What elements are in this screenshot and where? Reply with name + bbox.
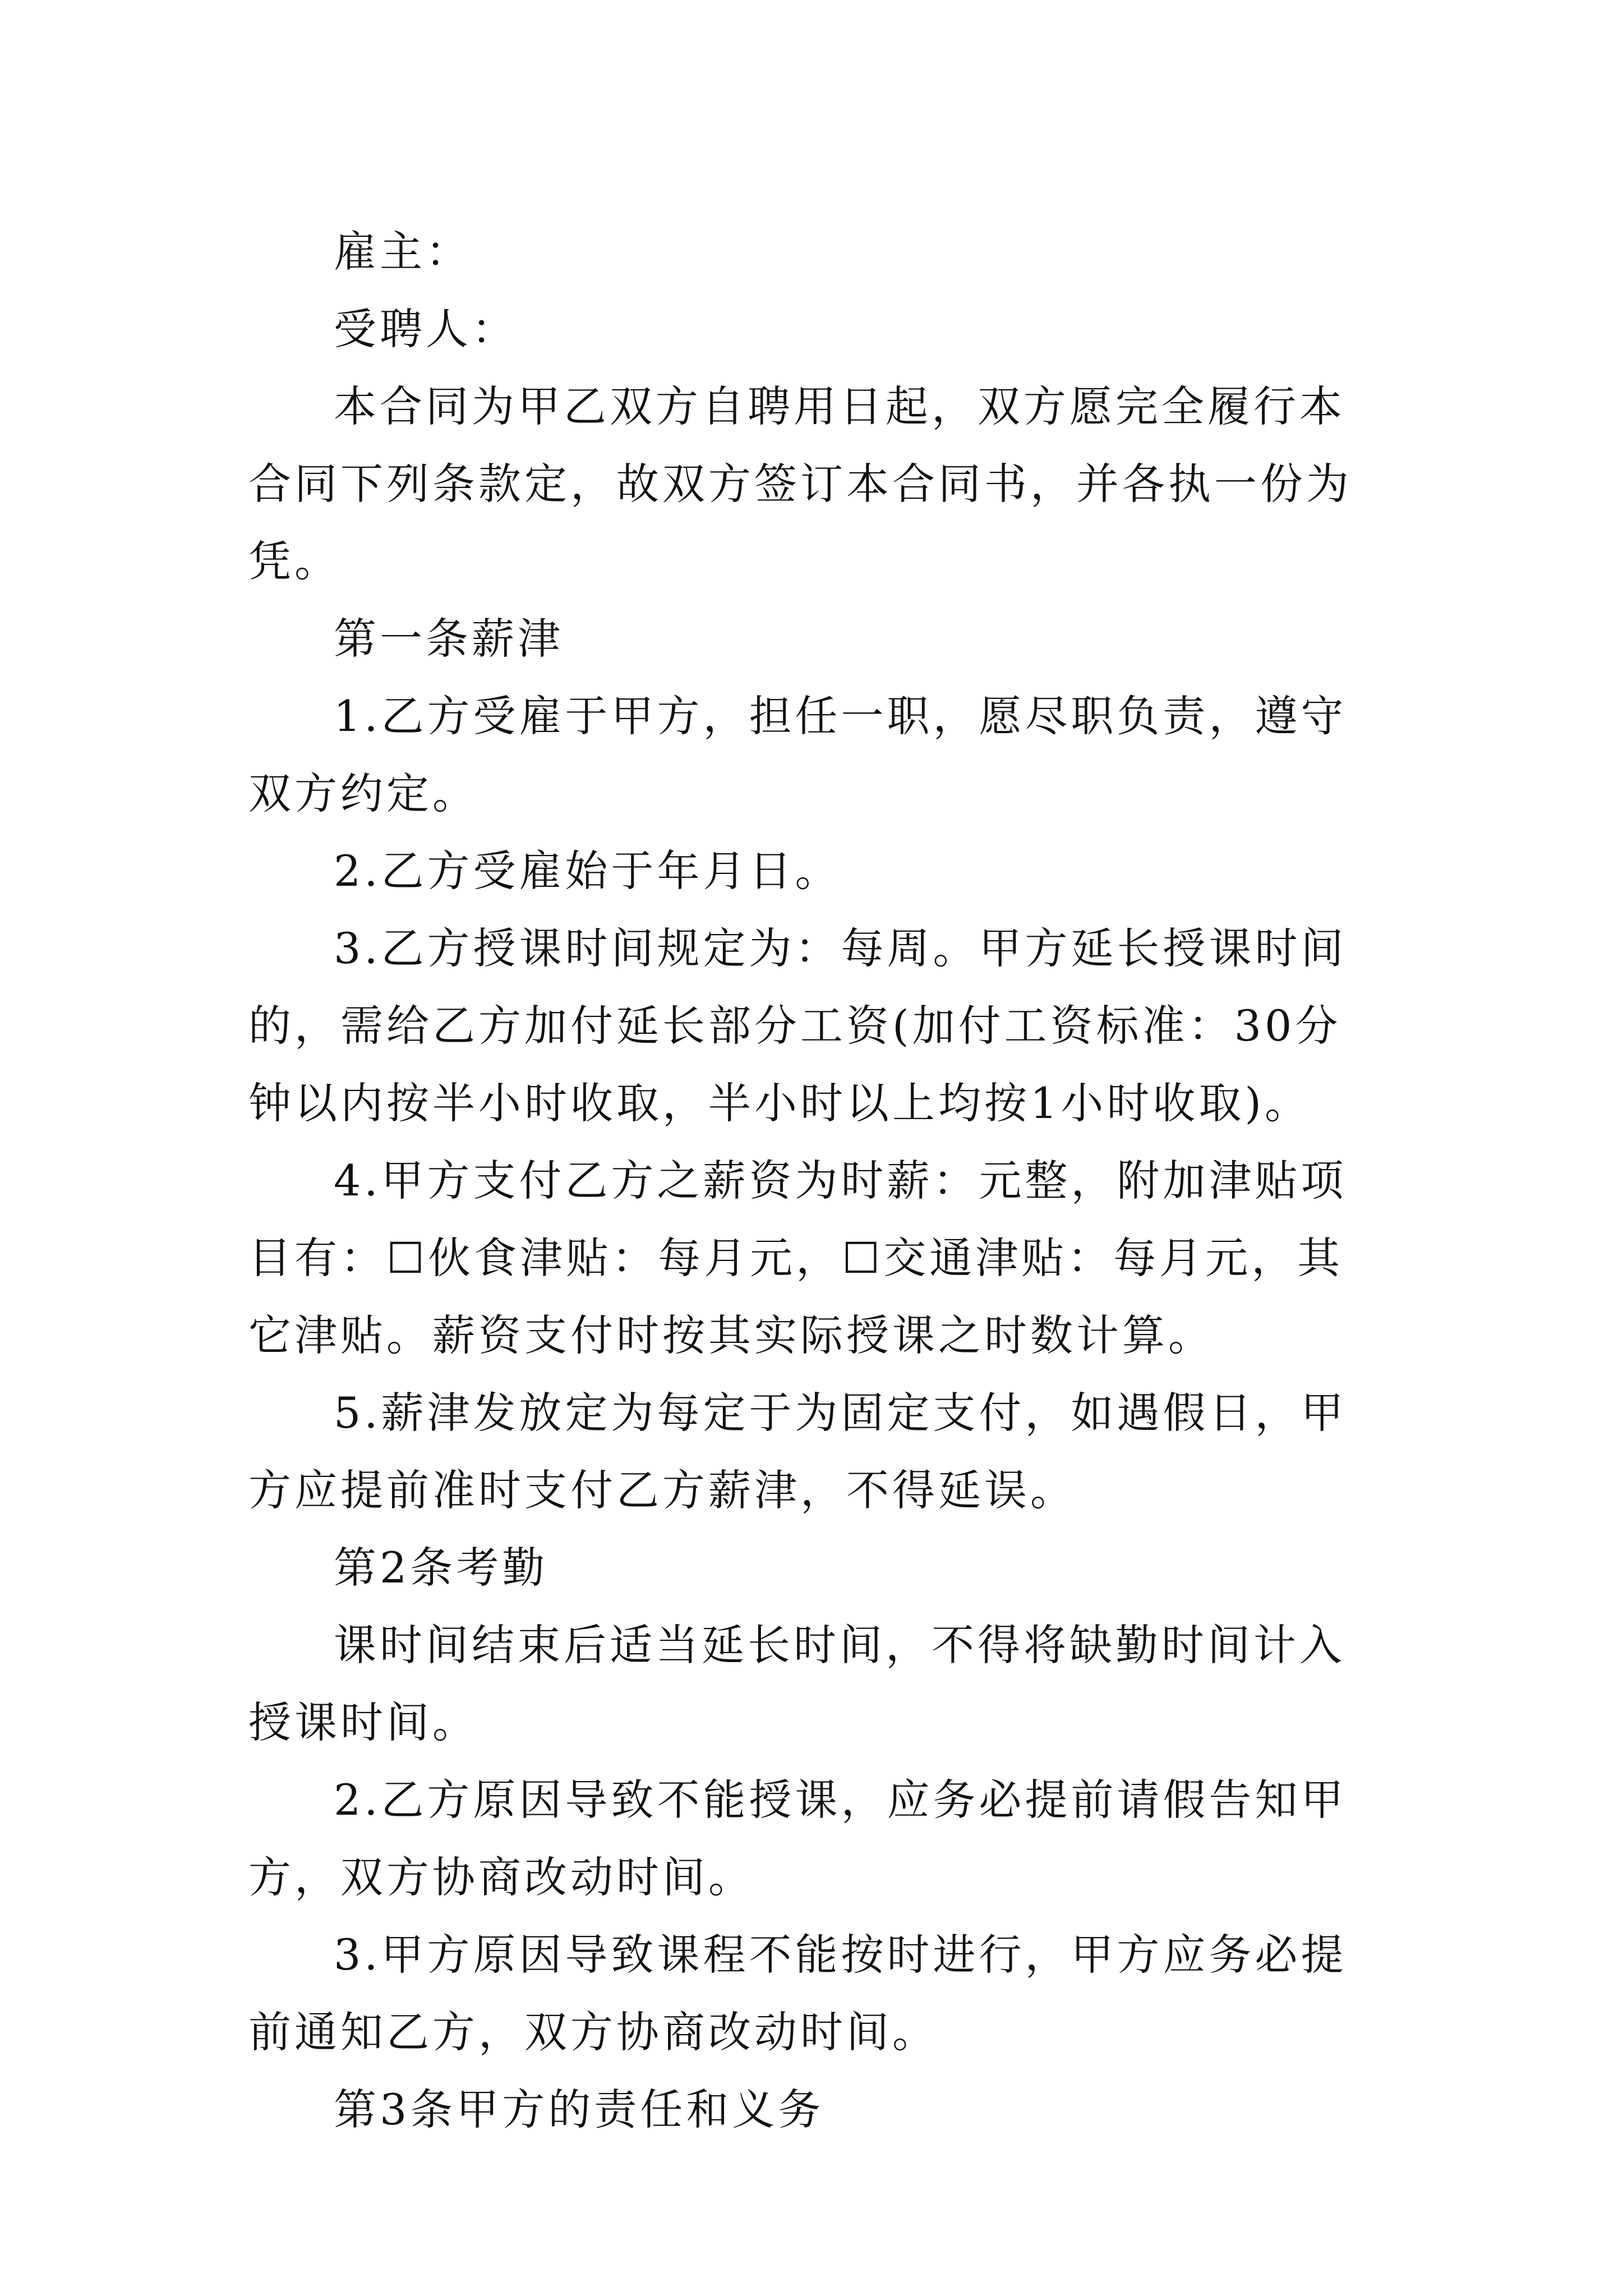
article-1-clause-1: 1.乙方受雇于甲方，担任一职，愿尽职负责，遵守双方约定。 <box>248 691 1347 818</box>
article-1-clause-5: 5.薪津发放定为每定于为固定支付，如遇假日，甲方应提前准时支付乙方薪津，不得延误。 <box>248 1388 1347 1515</box>
article-2-clause-3: 3.甲方原因导致课程不能按时进行，甲方应务必提前通知乙方，双方协商改动时间。 <box>248 1930 1347 2057</box>
article-1-heading: 第一条薪津 <box>334 614 564 664</box>
employer-label: 雇主： <box>334 227 472 277</box>
article-2-heading: 第2条考勤 <box>334 1543 548 1593</box>
document-body <box>248 213 1381 2148</box>
article-3-heading: 第3条甲方的责任和义务 <box>334 2085 824 2134</box>
contract-intro-paragraph: 本合同为甲乙双方自聘用日起，双方愿完全履行本合同下列条款定，故双方签订本合同书，并各执一份为凭。 <box>248 381 1352 586</box>
article-1-clause-4: 4.甲方支付乙方之薪资为时薪：元整，附加津贴项目有：☐伙食津贴：每月元，☐交通津贴：每月元，其它津贴。薪资支付时按其实际授课之时数计算。 <box>248 1156 1347 1360</box>
article-2-clause-2: 2.乙方原因导致不能授课，应务必提前请假告知甲方，双方协商改动时间。 <box>248 1775 1347 1902</box>
article-1-clause-2: 2.乙方受雇始于年月日。 <box>334 846 841 896</box>
article-1-clause-3: 3.乙方授课时间规定为：每周。甲方延长授课时间的，需给乙方加付延长部分工资(加付工资标准：30分钟以内按半小时收取，半小时以上均按1小时收取)。 <box>248 923 1347 1128</box>
employee-label: 受聘人： <box>334 304 518 354</box>
article-2-clause-1: 课时间结束后适当延长时间，不得将缺勤时间计入授课时间。 <box>248 1620 1345 1747</box>
